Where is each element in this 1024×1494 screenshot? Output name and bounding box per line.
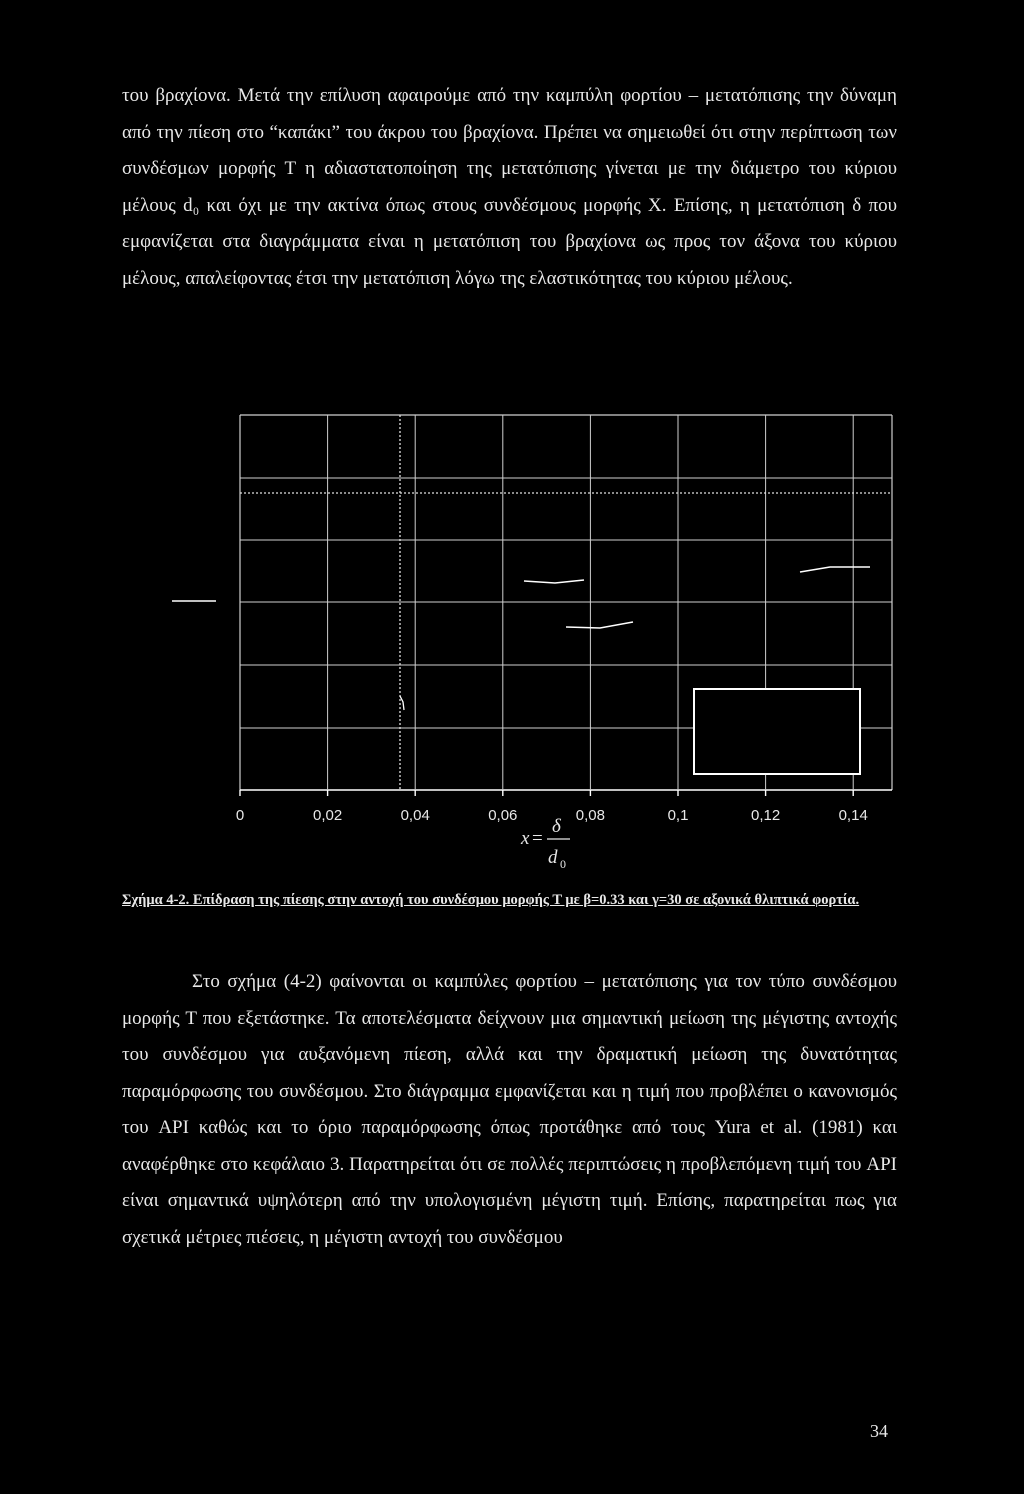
legend-box: [694, 689, 860, 774]
figure-chart: [0, 400, 1024, 900]
x-tick-label: 0,14: [838, 807, 868, 824]
xlabel-eq: =: [532, 828, 543, 849]
page-number: 34: [870, 1421, 888, 1441]
x-tick-label: 0,06: [488, 807, 518, 824]
x-tick-label: 0,12: [750, 807, 781, 824]
xlabel-lhs: x: [521, 828, 530, 849]
figure-caption: Σχήμα 4-2. Επίδραση της πίεσης στην αντοχή του συνδέσμου μορφής Τ με β=0.33 και γ=30 σε αξονικά θλιπτικά φορτία.: [122, 892, 860, 908]
x-axis-label: [520, 816, 570, 871]
x-tick-marks: [240, 790, 853, 796]
x-tick-label: 0,08: [575, 807, 606, 824]
x-tick-label: 0,04: [400, 807, 430, 824]
chart-svg: [0, 400, 1024, 900]
x-tick-label: 0,02: [312, 807, 343, 824]
xlabel-denominator-sub: 0: [560, 857, 566, 871]
xlabel-numerator: δ: [552, 816, 561, 837]
curve-fragment: [800, 567, 870, 572]
xlabel-denominator: d: [548, 847, 558, 868]
body-paragraph-1: του βραχίονα. Μετά την επίλυση αφαιρούμε από την καμπύλη φορτίου – μετατόπισης την δύναμη από την πίεση στο “καπάκι” του άκρου του βραχίονα. Πρέπει να σημειωθεί ότι στην περίπτωση των συνδέσμων μορφής Τ η αδιαστατοποίηση της μετατόπισης γίνεται με την διάμετρο του κύριου μέλους d₀ και όχι με την ακτίνα όπως στους συνδέσμους μορφής Χ. Επίσης, η μετατόπιση δ που εμφανίζεται στα διαγράμματα είναι η μετατόπιση του βραχίονα ως προς τον άξονα του κύριου μέλους, απαλείφοντας έτσι την μετατόπιση λόγω της ελαστικότητας του κύριου μέλους.: [122, 85, 897, 289]
curve-fragment: [524, 580, 584, 583]
x-tick-label: 0,1: [667, 807, 689, 824]
curve-fragment: [566, 622, 633, 628]
body-paragraph-2: Στο σχήμα (4-2) φαίνονται οι καμπύλες φορτίου – μετατόπισης για τον τύπο συνδέσμου μορφής Τ που εξετάστηκε. Τα αποτελέσματα δείχνουν μια σημαντική μείωση της μέγιστης αντοχής του συνδέσμου για αυξανόμενη πίεση, αλλά και την δραματική μείωση της δυνατότητας παραμόρφωσης του συνδέσμου. Στο διάγραμμα εμφανίζεται και η τιμή που προβλέπει ο κανονισμός του API καθώς και το όριο παραμόρφωσης όπως προτάθηκε από τους Yura et al. (1981) και αναφέρθηκε στο κεφάλαιο 3. Παρατηρείται ότι σε πολλές περιπτώσεις η προβλεπόμενη τιμή του API είναι σημαντικά υψηλότερη από την υπολογισμένη μέγιστη τιμή. Επίσης, παρατηρείται πως για σχετικά μέτριες πιέσεις, η μέγιστη αντοχή του συνδέσμου: [122, 971, 897, 1248]
x-tick-label: 0: [235, 807, 245, 824]
